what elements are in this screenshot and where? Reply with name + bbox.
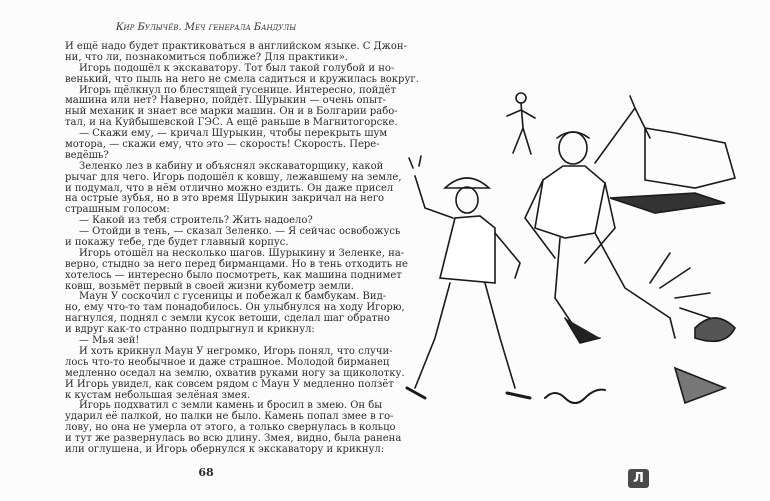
- text-line: Игорь подхватил с земли камень и бросил в змею. Он бы: [79, 400, 383, 412]
- boy-running: [407, 156, 530, 398]
- text-line: к кустам небольшая зелёная змея.: [65, 389, 251, 401]
- snake-icon: [545, 390, 605, 403]
- text-line: мотора, — скажи ему, что это — скорость! Скорость. Пере-: [65, 139, 380, 151]
- text-line: и вдруг как-то странно подпрыгнул и крикнул:: [65, 324, 315, 336]
- text-line: — Какой из тебя строитель? Жить надоело?: [79, 215, 313, 227]
- text-line: машина или нет? Наверно, пойдёт. Шурыкин — очень опыт-: [65, 95, 387, 107]
- man-kneeling: [525, 132, 675, 343]
- bushes: [650, 253, 735, 403]
- page-number: 68: [198, 466, 214, 479]
- text-line: ный механик и знает все марки машин. Он и в Болгарии рабо-: [65, 106, 398, 118]
- text-line: И Игорь увидел, как совсем рядом с Маун У медленно ползёт: [65, 378, 394, 390]
- running-header: Кир Булычёв. Меч генерала Бандулы: [115, 22, 297, 33]
- text-line: ни, что ли, познакомиться поближе? Для практики».: [65, 51, 348, 63]
- text-line: или оглушена, и Игорь обернулся к экскаватору и крикнул:: [65, 443, 385, 455]
- text-line: Игорь подошёл к экскаватору. Тот был такой голубой и но-: [79, 62, 395, 74]
- text-line: верно, стыдно за него перед бирманцами. Но в тень отходить не: [65, 258, 408, 270]
- text-line: и подумал, что в нём отлично можно ездить. Он даже присел: [65, 182, 394, 194]
- text-line: Зеленко лез в кабину и объяснял экскаваторщику, какой: [79, 160, 384, 172]
- text-line: медленно оседал на землю, охватив руками ногу за щиколотку.: [65, 367, 405, 379]
- logo-letter: Л: [633, 471, 644, 486]
- text-line: — Скажи ему, — кричал Шурыкин, чтобы перекрыть шум: [79, 128, 388, 140]
- text-line: на острые зубья, но в это время Шурыкин закричал на него: [65, 193, 385, 205]
- body-text: [65, 41, 419, 456]
- text-line: лось что-то необычное и даже страшное. Молодой бирманец: [65, 356, 390, 368]
- publisher-logo: [628, 469, 649, 488]
- text-line: ведёшь?: [65, 149, 109, 161]
- text-line: ковш, возьмёт первый в своей жизни кубометр земли.: [65, 280, 354, 292]
- text-line: Маун У соскочил с гусеницы и побежал к бамбукам. Вид-: [79, 291, 387, 303]
- text-line: лову, но она не умерла от этого, а только свернулась в кольцо: [65, 422, 396, 434]
- text-line: ударил её палкой, но палки не было. Камень попал змее в го-: [65, 411, 394, 423]
- text-line: и тут же развернулась во всю длину. Змея, видно, была ранена: [65, 433, 402, 445]
- text-line: хотелось — интересно было посмотреть, как машина поднимет: [65, 269, 402, 281]
- text-line: страшным голосом:: [65, 204, 170, 216]
- text-line: И ещё надо будет практиковаться в английском языке. С Джон-: [65, 41, 407, 52]
- text-line: но, ему что-то там понадобилось. Он улыбнулся на ходу Игорю,: [65, 302, 405, 314]
- text-line: рычаг для чего. Игорь подошёл к ковшу, лежавшему на земле,: [65, 171, 402, 183]
- text-line: — Отойди в тень, — сказал Зеленко. — Я сейчас освобожусь: [79, 226, 401, 238]
- text-line: И хоть крикнул Маун У негромко, Игорь понял, что случи-: [79, 345, 393, 357]
- text-line: венький, что пыль на него не смела садиться и кружилась вокруг.: [65, 73, 419, 85]
- text-line: тал, и на Куйбышевской ГЭС. А ещё раньше в Магнитогорске.: [65, 117, 398, 129]
- text-line: и покажу тебе, где будет главный корпус.: [65, 237, 289, 249]
- illustration: [395, 68, 750, 453]
- text-line: Игорь отошёл на несколько шагов. Шурыкину и Зеленке, на-: [79, 247, 405, 259]
- excavator-sketch: [595, 96, 735, 213]
- background-figure: [507, 93, 535, 154]
- text-line: нагнулся, поднял с земли кусок ветоши, сделал шаг обратно: [65, 313, 390, 325]
- text-line: Игорь щёлкнул по блестящей гусенице. Интересно, пойдёт: [79, 84, 396, 96]
- text-line: — Мья зей!: [79, 335, 140, 347]
